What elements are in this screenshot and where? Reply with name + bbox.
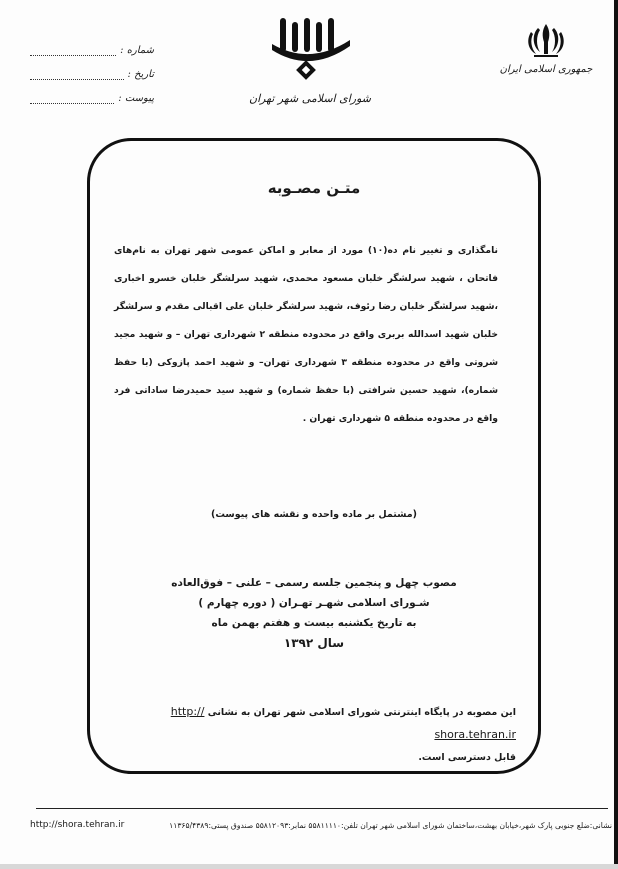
number-line [30, 47, 116, 56]
scan-edge [614, 0, 618, 869]
council-logo-icon [262, 14, 358, 90]
attachment-note: (مشتمل بر ماده واحده و نقشه های پیوست) [210, 509, 418, 520]
approval-year: سال ۱۳۹۲ [283, 636, 345, 650]
approval-block [90, 573, 538, 653]
footer-address: نشانی:ضلع جنوبی پارک شهر،خیابان بهشت،ساختمان شورای اسلامی شهر تهران تلفن:۵۵۸۱۱۱۱۰ نمابر:۵۵۸۱۲۰۹۳ صندوق پستی:۱۱۳۶۵/۴۳۸۹ [169, 820, 612, 830]
footer-website-link[interactable]: http://shora.tehran.ir [30, 820, 125, 830]
online-notice-text: این مصوبه در پایگاه اینترنتی شورای اسلامی شهر تهران به نشانی [207, 707, 516, 718]
emblem-icon [526, 20, 566, 60]
footer-divider [36, 808, 608, 809]
resolution-frame [87, 138, 541, 774]
date-label: تاریخ : [127, 69, 154, 80]
approval-session: مصوب چهل و پنجمین جلسه رسمی – علنی – فوق‌العاده [171, 577, 457, 589]
council-logo [240, 14, 380, 105]
national-emblem [496, 20, 596, 75]
resolution-body: نامگذاری و تغییر نام ده(۱۰) مورد از معابر و اماکن عمومی شهر تهران به نام‌های فاتحان ، شهید سرلشگر خلبان مسعود محمدی، شهید سرلشگر خلبان خسرو اخباری ،شهید سرلشگر خلبان رضا رئوف، شهید سرلشگر خلبان علی اقبالی مقدم و سرلشگر خلبان شهید اسدالله بربری واقع در محدوده منطقه ۲ شهرداری تهران – و شهید مجید شروتی واقع در محدوده منطقه ۳ شهرداری تهران– و شهید احمد پازوکی (با حفظ شماره)، شهید حسین شرافتی (با حفظ شماره) و شهید سید حمیدرضا ساداتی فرد واقع در محدوده منطقه ۵ شهرداری تهران . [114, 245, 498, 424]
date-field [30, 56, 154, 80]
online-notice-link[interactable]: http:// shora.tehran.ir [170, 705, 516, 741]
attachment-field [30, 80, 154, 104]
date-line [30, 71, 124, 80]
scan-edge-bottom [0, 864, 618, 869]
council-name: شورای اسلامی شهر تهران [249, 92, 371, 105]
header-fields [30, 32, 154, 104]
number-field [30, 32, 154, 56]
attachment-line [30, 95, 114, 104]
document-title: متـن مصـوبه [267, 179, 361, 197]
footer [30, 820, 612, 830]
online-notice [112, 701, 516, 769]
approval-council: شـورای اسلامی شهـر تهـران ( دوره چهارم ) [198, 597, 430, 609]
attachment-label: پیوست : [118, 93, 154, 104]
approval-date: به تاریخ یکشنبه بیست و هفتم بهمن ماه [211, 617, 417, 629]
country-name: جمهوری اسلامی ایران [499, 64, 593, 75]
online-notice-tail: قابل دسترسی است. [418, 752, 516, 763]
number-label: شماره : [120, 45, 154, 56]
